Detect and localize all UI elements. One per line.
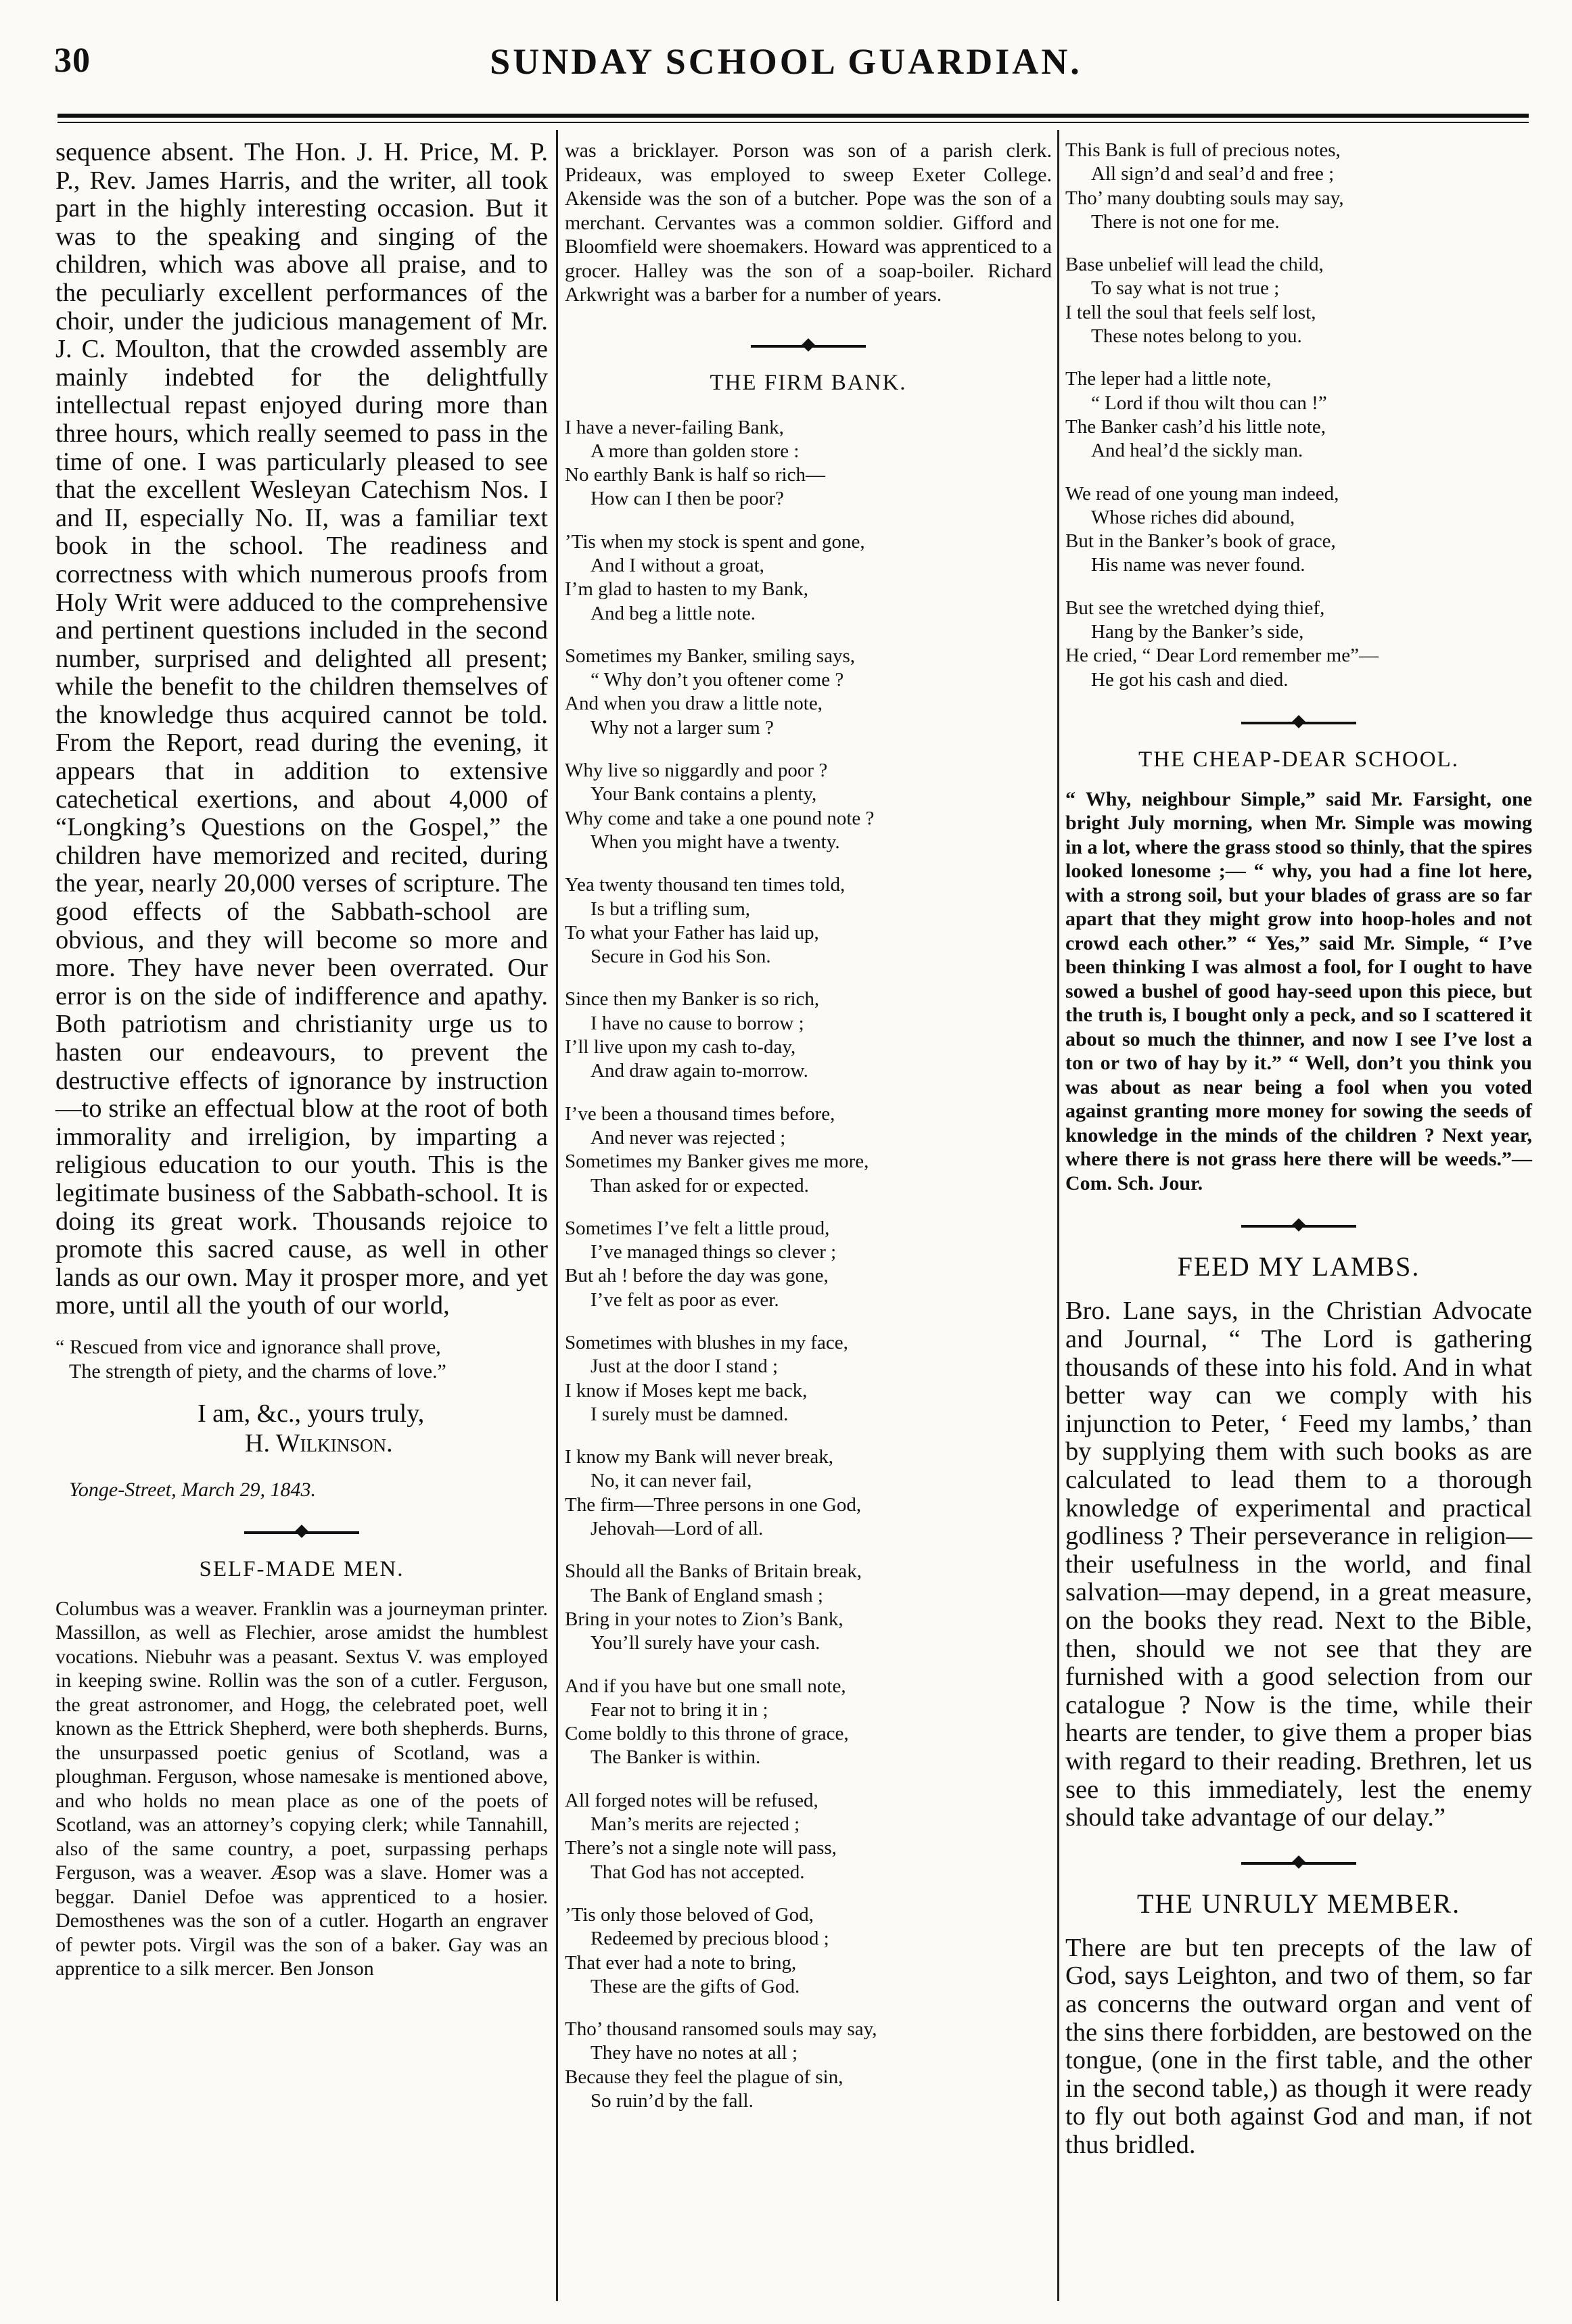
quote-line-1: “ Rescued from vice and ignorance shall prove,	[55, 1335, 441, 1358]
poem-line: This Bank is full of precious notes,	[1065, 139, 1341, 161]
poem-stanza	[565, 645, 1052, 740]
poem-line: But in the Banker’s book of grace,	[1065, 530, 1336, 553]
poem-line: I have no cause to borrow ;	[591, 1012, 804, 1034]
poem-line: The Banker cash’d his little note,	[1065, 415, 1326, 438]
poem-line: That ever had a note to bring,	[565, 1951, 797, 1974]
quote-line-2: The strength of piety, and the charms of love.”	[69, 1359, 446, 1382]
poem-line: Yea twenty thousand ten times told,	[565, 874, 846, 896]
masthead-title: SUNDAY SCHOOL GUARDIAN.	[490, 41, 1082, 82]
poem-line: That God has not accepted.	[591, 1861, 805, 1883]
poem-line: I’ll live upon my cash to-day,	[565, 1036, 796, 1059]
unruly-member-text: There are but ten precepts of the law of God, says Leighton, and two of them, so far as concerns the outward organ and vent of the sins there forbidden, are bestowed on the tongue, (one in the first table, and the other in the second table,) as though it were ready to fly out both against God and man, if not thus bridled.	[1065, 1933, 1539, 2159]
poem-line: ’Tis only those beloved of God,	[565, 1903, 814, 1926]
poem-stanza	[565, 873, 1052, 969]
heading-cheap-dear-school: THE CHEAP-DEAR SCHOOL.	[1138, 747, 1459, 772]
poem-line: These are the gifts of God.	[591, 1975, 800, 1997]
poem-line: The firm—Three persons in one God,	[565, 1493, 862, 1516]
poem-line: Tho’ many doubting souls may say,	[1065, 187, 1344, 209]
poem-line: I’ve managed things so clever ;	[591, 1241, 837, 1263]
poem-stanza	[1065, 597, 1532, 692]
poem-stanza	[565, 1217, 1052, 1312]
poem-line: Your Bank contains a plenty,	[591, 783, 817, 806]
poem-line: He got his cash and died.	[1091, 668, 1289, 691]
poem-line: The Bank of England smash ;	[591, 1584, 823, 1606]
poem-line: “ Why don’t you oftener come ?	[591, 669, 844, 691]
poem-stanza	[565, 1560, 1052, 1655]
column-3	[1065, 139, 1539, 2159]
poem-stanza	[565, 416, 1052, 511]
poem-stanza	[565, 1789, 1052, 1884]
poem-stanza	[565, 1102, 1052, 1198]
poem-line: “ Lord if thou wilt thou can !”	[1091, 392, 1327, 414]
poem-line: No earthly Bank is half so rich—	[565, 464, 825, 486]
poem-firm-bank	[565, 416, 1052, 2114]
letter-text: sequence absent. The Hon. J. H. Price, M. P. P., Rev. James Harris, and the writer, all took part in the highly interesting occasion. But it was to the speaking and singing of the children, which was above all praise, and to the peculiarly excellent performances of the choir, under the judicious management of Mr. J. C. Moulton, that the crowded assembly are mainly indebted for the delightfully intellectual repast enjoyed during more than three hours, which really seemed to pass in the time of one. I was particularly pleased to see that the excellent Wesleyan Catechism Nos. I and II, especially No. II, was a familiar text book in the school. The readiness and correctness with which numerous proofs from Holy Writ were adduced to the comprehensive and pertinent questions included in the second number, surprised and delighted all present; while the benefit to the children themselves of the knowledge thus acquired cannot be told. From the Report, read during the evening, it appears that in addition to extensive catechetical exertions, and about 4,000 of “Longking’s Questions on the Gospel,” the children have memorized and recited, during the year, nearly 20,000 verses of scripture. The good effects of the Sabbath-school are obvious, and they will become so more and more. They have never been overrated. Our error is on the side of indifference and apathy. Both patriotism and christianity urge us to hasten our endeavours, to prevent the destructive effects of ignorance by instruction—to strike an effectual blow at the root of both immorality and irreligion, by imparting a religious education to our youth. This is the legitimate business of the Sabbath-school. It is doing its great work. Thousands rejoice to promote this sacred cause, as well in other lands as our own. May it prosper more, and yet more, until all the youth of our world,	[55, 138, 555, 1320]
page-number: 30	[54, 41, 91, 80]
poem-line: His name was never found.	[1091, 554, 1305, 576]
poem-line: And I without a groat,	[591, 554, 764, 576]
poem-line: But see the wretched dying thief,	[1065, 597, 1325, 619]
poem-line: The Banker is within.	[591, 1746, 761, 1769]
poem-line: Why come and take a one pound note ?	[565, 807, 875, 829]
poem-line: Base unbelief will lead the child,	[1065, 254, 1324, 276]
poem-line: There is not one for me.	[1091, 210, 1280, 233]
poem-stanza	[565, 1331, 1052, 1426]
poem-line: But ah ! before the day was gone,	[565, 1265, 829, 1287]
poem-line: And draw again to-morrow.	[591, 1060, 808, 1082]
poem-line: No, it can never fail,	[591, 1470, 752, 1492]
column-2	[565, 139, 1057, 2132]
poem-line: Sometimes I’ve felt a little proud,	[565, 1217, 830, 1239]
poem-line: ’Tis when my stock is spent and gone,	[565, 530, 865, 553]
poem-line: You’ll surely have your cash.	[591, 1632, 820, 1654]
poem-line: Should all the Banks of Britain break,	[565, 1560, 862, 1583]
poem-stanza	[1065, 253, 1532, 348]
poem-line: When you might have a twenty.	[591, 831, 840, 853]
poem-line: Bring in your notes to Zion’s Bank,	[565, 1608, 843, 1630]
dateline: Yonge-Street, March 29, 1843.	[69, 1478, 316, 1501]
signoff-greeting: I am, &c., yours truly,	[198, 1399, 425, 1428]
poem-line: And never was rejected ;	[591, 1126, 786, 1148]
poem-stanza	[565, 1445, 1052, 1541]
poem-line: I surely must be damned.	[591, 1403, 789, 1425]
self-made-men-text: Columbus was a weaver. Franklin was a journeyman printer. Massillon, as well as Flechier, arose amidst the humblest vocations. Niebuhr was a peasant. Sextus V. was employed in keeping swine. Rollin was the son of a cutler. Ferguson, the great astronomer, and Hogg, the celebrated poet, well known as the Ettrick Shepherd, were both shepherds. Burns, the unsurpassed poetic genius of Scotland, was a ploughman. Ferguson, whose namesake is mentioned above, and who holds no mean place as one of the poets of Scotland, was an attorney’s copying clerk; while Tannahill, also of the same country, a poet, surpassing perhaps Ferguson, was a weaver. Æsop was a slave. Homer was a beggar. Daniel Defoe was apprenticed to a hosier. Demosthenes was the son of a cutler. Hogarth an engraver of pewter pots. Virgil was the son of a baker. Gay was an apprentice to a silk mercer. Ben Jonson	[55, 1597, 553, 1980]
column-1	[55, 138, 555, 1981]
poem-line: Secure in God his Son.	[591, 946, 771, 968]
poem-stanza	[565, 1675, 1052, 1770]
poem-line: He cried, “ Dear Lord remember me”—	[1065, 645, 1379, 667]
poem-line: I know my Bank will never break,	[565, 1446, 834, 1468]
section-ornament	[1065, 1851, 1532, 1874]
page-header	[0, 41, 1572, 95]
poem-stanza	[565, 1903, 1052, 1999]
section-ornament	[1065, 1214, 1532, 1237]
poem-line: How can I then be poor?	[591, 488, 784, 510]
poem-line: Sometimes my Banker gives me more,	[565, 1151, 869, 1173]
poem-line: And heal’d the sickly man.	[1091, 440, 1303, 462]
poem-line: So ruin’d by the fall.	[591, 2090, 754, 2112]
poem-line: I know if Moses kept me back,	[565, 1379, 808, 1401]
poem-line: There’s not a single note will pass,	[565, 1837, 837, 1859]
poem-line: Since then my Banker is so rich,	[565, 988, 820, 1010]
poem-line: These notes belong to you.	[1091, 325, 1302, 348]
poem-line: Just at the door I stand ;	[591, 1355, 779, 1378]
poem-line: Man’s merits are rejected ;	[591, 1813, 800, 1836]
poem-line: And beg a little note.	[591, 602, 756, 624]
header-rule-thick	[57, 114, 1529, 118]
poem-line: To say what is not true ;	[1091, 277, 1280, 300]
poem-line: I’ve felt as poor as ever.	[591, 1288, 779, 1311]
poem-line: I have a never-failing Bank,	[565, 416, 784, 438]
poem-line: They have no notes at all ;	[591, 2042, 798, 2064]
cheap-dear-school-text: “ Why, neighbour Simple,” said Mr. Farsight, one bright July morning, when Mr. Simple was mowing in a lot, where the grass stood so thinly, that the spires looked lonesome ;— “ why, you had a fine lot here, with a strong soil, but your blades of grass are so far apart that they might grow into hoop-holes and not crowd each other.” “ Yes,” said Mr. Simple, “ I’ve been thinking I was almost a fool, for I ought to have sowed a bushel of good hay-seed upon this piece, but the truth is, I bought only a peck, and so I scattered it about so much the thinner, and now I see I’ve lost a ton or two of hay by it.” “ Well, don’t you think you was about as near being a fool when you voted against granting more money for sowing the seeds of knowledge in the minds of the children ? Next year, where there is not grass here there will be weeds.”—Com. Sch. Jour.	[1065, 787, 1538, 1194]
section-ornament	[565, 334, 1052, 357]
feed-my-lambs-text: Bro. Lane says, in the Christian Advocate and Journal, “ The Lord is gathering thousands of these into his fold. And in what better way can we comply with his injunction to Peter, ‘ Feed my lambs,’ than by supplying them with such books as are calculated to lead them to a thorough knowledge of experimental and practical godliness ? Their perseverance in religion—their usefulness in the world, and final salvation—may depend, in a great measure, on the books they read. Next to the Bible, then, should we not see that they are furnished with a good selection from our catalogue ? Now is the time, while their hearts are tender, to give them a proper bias with regard to their reading. Brethren, let us see to this immediately, lest the enemy should take advantage of our delay.”	[1065, 1297, 1539, 1832]
poem-line: To what your Father has laid up,	[565, 921, 819, 944]
poem-line: Sometimes my Banker, smiling says,	[565, 645, 855, 667]
poem-line: I tell the soul that feels self lost,	[1065, 301, 1316, 323]
poem-line: Come boldly to this throne of grace,	[565, 1723, 849, 1745]
poem-line: Is but a trifling sum,	[591, 898, 751, 920]
signoff-name: H. Wilkinson.	[245, 1428, 393, 1458]
column-divider-1	[556, 130, 558, 2301]
poem-stanza	[1065, 139, 1532, 234]
heading-feed-my-lambs: FEED MY LAMBS.	[1177, 1251, 1420, 1282]
poem-stanza	[565, 987, 1052, 1083]
poem-line: We read of one young man indeed,	[1065, 482, 1339, 505]
poem-stanza	[565, 2018, 1052, 2113]
poem-line: Why live so niggardly and poor ?	[565, 760, 828, 782]
poem-line: And if you have but one small note,	[565, 1675, 846, 1697]
poem-stanza	[1065, 482, 1532, 578]
poem-line: Than asked for or expected.	[591, 1174, 809, 1196]
poem-line: Fear not to bring it in ;	[591, 1698, 768, 1721]
poem-line: Hang by the Banker’s side,	[1091, 621, 1304, 643]
section-ornament	[1065, 711, 1532, 734]
header-rule-thin	[57, 122, 1529, 123]
self-made-men-continued: was a bricklayer. Porson was son of a parish clerk. Prideaux, was employed to sweep Exeter College. Akenside was the son of a butcher. Pope was the son of a merchant. Cervantes was a common soldier. Gifford and Bloomfield were shoemakers. Howard was apprenticed to a grocer. Halley was the son of a soap-boiler. Richard Arkwright was a barber for a number of years.	[565, 139, 1057, 306]
section-ornament	[55, 1520, 548, 1543]
poem-firm-bank-continued	[1065, 139, 1532, 692]
poem-line: A more than golden store :	[591, 440, 800, 462]
poem-stanza	[565, 759, 1052, 854]
poem-stanza	[1065, 367, 1532, 463]
poem-line: Redeemed by precious blood ;	[591, 1928, 829, 1950]
poem-line: I’ve been a thousand times before,	[565, 1102, 835, 1125]
poem-stanza	[565, 530, 1052, 626]
poem-line: Sometimes with blushes in my face,	[565, 1332, 848, 1353]
poem-line: Whose riches did abound,	[1091, 506, 1295, 528]
poem-line: Why not a larger sum ?	[591, 716, 774, 739]
poem-line: All forged notes will be refused,	[565, 1789, 818, 1811]
poem-line: And when you draw a little note,	[565, 693, 823, 715]
column-divider-2	[1057, 130, 1059, 2301]
poem-line: Tho’ thousand ransomed souls may say,	[565, 2018, 877, 2041]
poem-line: Because they feel the plague of sin,	[565, 2066, 843, 2088]
poem-line: All sign’d and seal’d and free ;	[1091, 163, 1335, 185]
poem-line: I’m glad to hasten to my Bank,	[565, 578, 809, 601]
heading-self-made-men: SELF-MADE MEN.	[199, 1556, 404, 1581]
poem-line: Jehovah—Lord of all.	[591, 1518, 764, 1540]
heading-unruly-member: THE UNRULY MEMBER.	[1136, 1888, 1461, 1919]
poem-line: The leper had a little note,	[1065, 368, 1272, 390]
heading-firm-bank: THE FIRM BANK.	[710, 370, 907, 395]
